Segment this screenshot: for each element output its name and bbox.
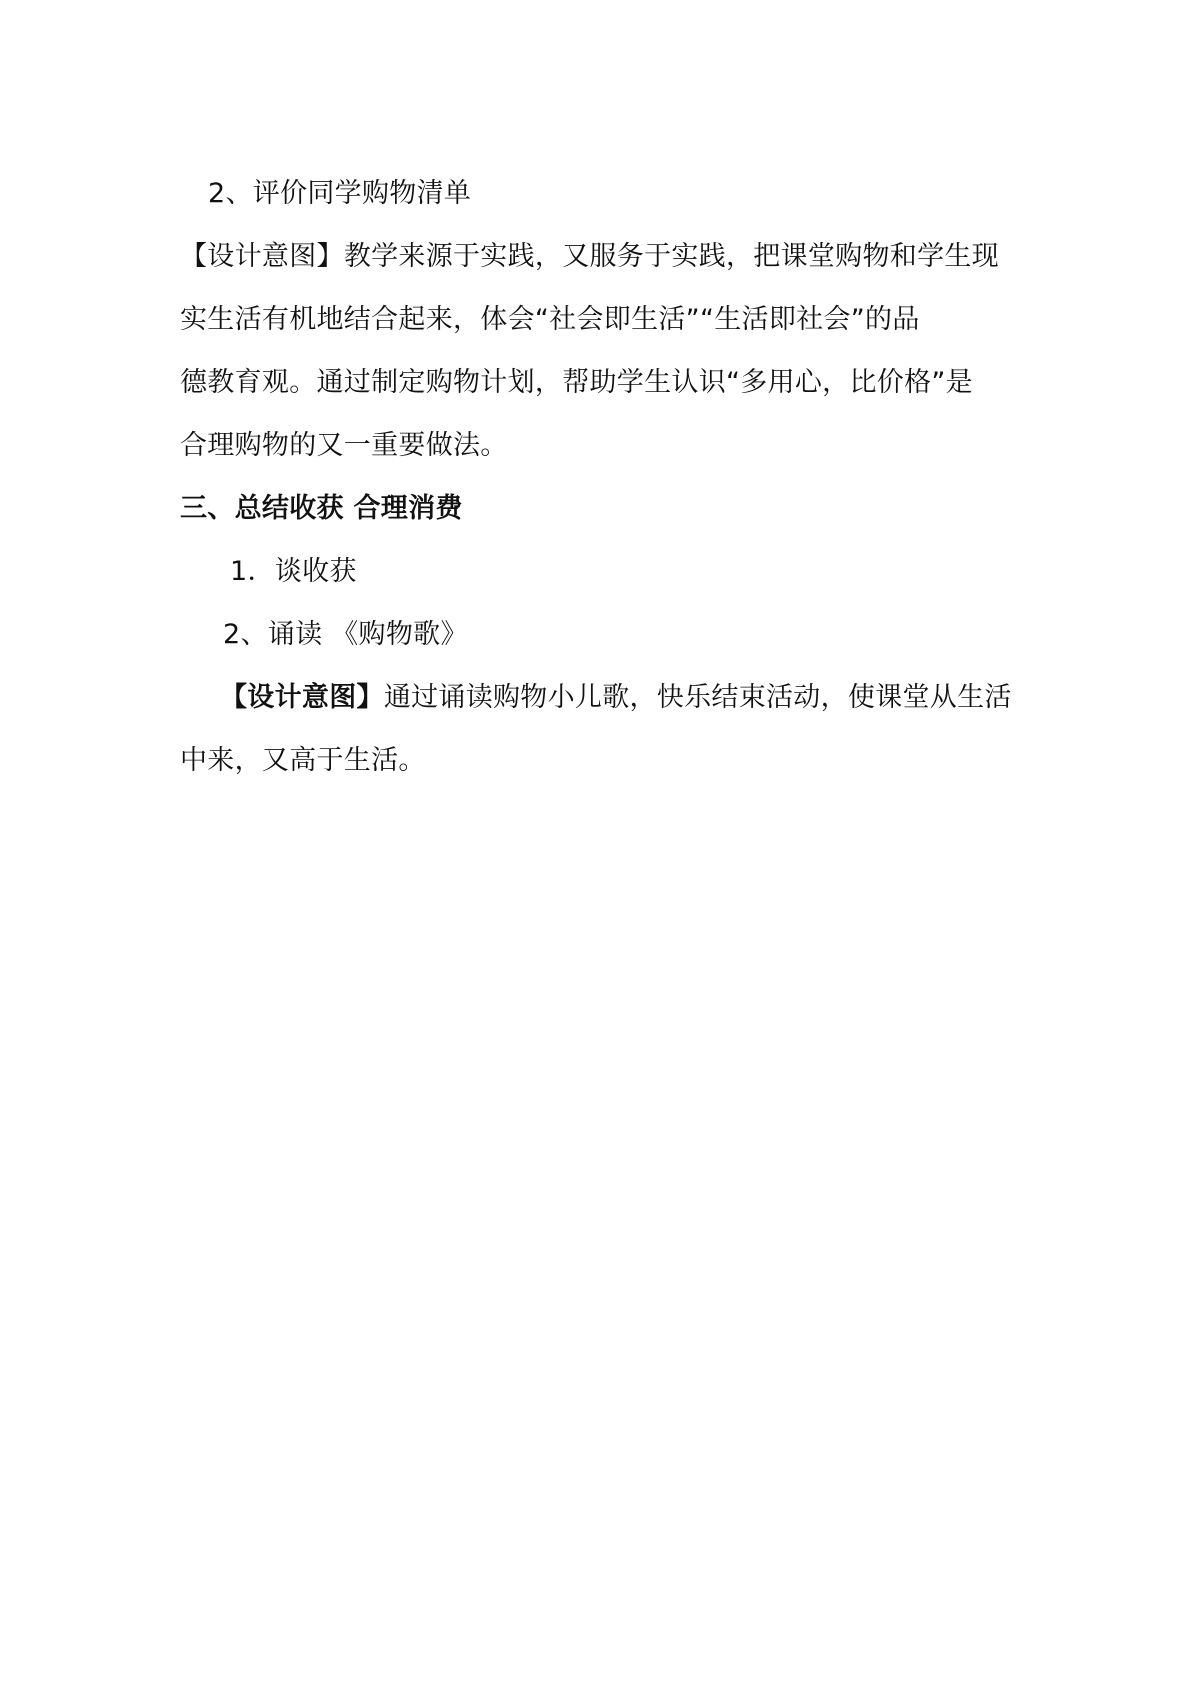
- design-intent-label: 【设计意图】: [180, 241, 344, 272]
- list-item-text: 1．谈收获: [230, 556, 357, 587]
- paragraph-text: 德教育观。通过制定购物计划，帮助学生认识“多用心，比价格”是: [180, 367, 973, 398]
- design-intent-paragraph-1-line-2: [180, 288, 1020, 351]
- list-item-talk-harvest: [180, 540, 1020, 603]
- document-body: [180, 162, 1020, 792]
- design-intent-paragraph-1-line-1: [180, 225, 1020, 288]
- design-intent-paragraph-2-line-1: [180, 666, 1020, 729]
- section-heading-text: 三、总结收获 合理消费: [180, 493, 463, 524]
- list-item-text: 2、评价同学购物清单: [208, 178, 472, 209]
- design-intent-paragraph-2-line-2: [180, 729, 1020, 792]
- paragraph-text: 通过诵读购物小儿歌，快乐结束活动，使课堂从生活: [383, 682, 1012, 713]
- list-item-recite-song: [180, 603, 1020, 666]
- paragraph-text: 教学来源于实践，又服务于实践，把课堂购物和学生现: [343, 241, 1000, 272]
- list-item-text: 2、诵读 《购物歌》: [223, 619, 468, 650]
- paragraph-text: 中来，又高于生活。: [180, 745, 426, 776]
- paragraph-text: 合理购物的又一重要做法。: [180, 430, 508, 461]
- list-item-evaluate-shopping-list: [180, 162, 1020, 225]
- section-heading-three: [180, 477, 1020, 540]
- design-intent-paragraph-1-line-4: [180, 414, 1020, 477]
- paragraph-text: 实生活有机地结合起来，体会“社会即生活”“生活即社会”的品: [180, 304, 920, 335]
- design-intent-label: 【设计意图】: [220, 682, 384, 713]
- design-intent-paragraph-1-line-3: [180, 351, 1020, 414]
